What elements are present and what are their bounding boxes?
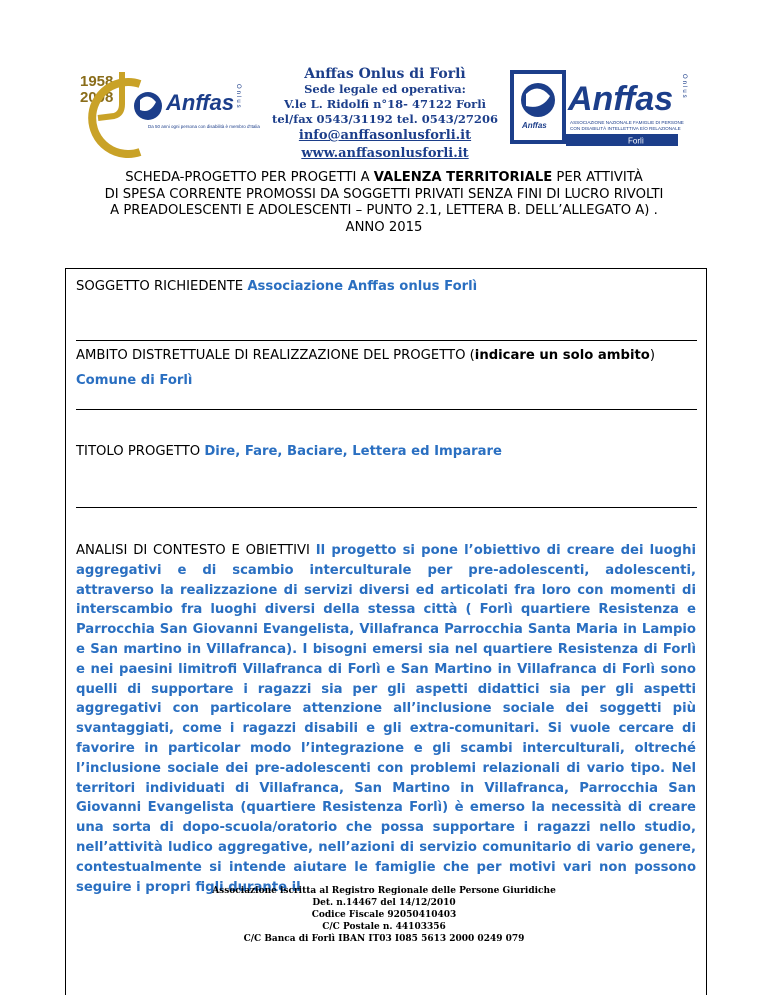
analisi-label: ANALISI DI CONTESTO E OBIETTIVI <box>76 543 316 558</box>
soggetto-row <box>76 279 477 294</box>
logo-brand-text: Anffas <box>166 90 235 115</box>
org-address-label: Sede legale ed operativa: <box>304 82 466 96</box>
divider <box>76 507 697 508</box>
org-name: Anffas Onlus di Forlì <box>304 66 466 82</box>
svg-text:CON DISABILITÀ INTELLETTIVA E/: CON DISABILITÀ INTELLETTIVA E/O RELAZIONALE <box>570 126 681 131</box>
analisi-text: Il progetto si pone l’obiettivo di creare dei luoghi aggregativi e di scambio interculturale per pre-adolescenti, adolescenti, attraverso la realizzazione di servizi diversi ed articolati fra loro con momenti di interscambio fra luoghi diversi della stessa città ( Forlì quartiere Resistenza e Parrocchia San Giovanni Evangelista, Villafranca Parrocchia Santa Maria in Lampio e San martino in Villafranca). I bisogni emersi sia nel quartiere Resistenza di Forlì e nei paesini limitrofi Villafranca di Forlì e San Martino in Villafranca di Forlì sono quelli di supportare i ragazzi sia per gli aspetti didattici sia per gli aspetti aggregativi con particolare attenzione all’inclusione sociale dei soggetti più svantaggiati, come i ragazzi disabili e gli extra-comunitari. Si vuole cercare di favorire in particolar modo l’integrazione e gli scambi interculturali, oltreché l’inclusione sociale dei pre-adolescenti con problemi relazionali di vario tipo. Nel territori individuati di Villafranca, San Martino in Villafranca, Parrocchia San Giovanni Evangelista (quartiere Resistenza Forlì) è emerso la necessità di creare una sorta di dopo-scuola/oratorio che possa supportare i ragazzi nello studio, nell’attività ludico aggregative, nell’azioni di servizio comunitario di vario genere, contestualmente si intende aiutare le famiglie che per motivi vari non possono seguire i propri figli durante il <box>76 543 696 895</box>
footer-registration: Associazione iscritta al Registro Regionale delle Persone Giuridiche Det. n.14467 del 14/12/2010 Codice Fiscale 92050410403 C/C Postale n. 44103356 C/C Banca di Forlì IBAN IT03 I085 5613 2000 0249 079 <box>212 886 556 944</box>
svg-text:Anffas: Anffas <box>522 121 547 130</box>
titolo-row <box>76 444 502 459</box>
org-email-link[interactable]: info@anffasonlusforli.it <box>298 128 472 143</box>
svg-text:ASSOCIAZIONE NAZIONALE FAMIGLI: ASSOCIAZIONE NAZIONALE FAMIGLIE DI PERSONE <box>570 120 684 125</box>
logo-year-1: 1958 <box>80 73 114 90</box>
org-phone: tel/fax 0543/31192 tel. 0543/27206 <box>272 112 498 126</box>
soggetto-value: Associazione Anffas onlus Forlì <box>247 279 478 294</box>
org-website-link[interactable]: www.anffasonlusforli.it <box>301 146 469 161</box>
logo-right-brand: Anffas <box>568 80 674 118</box>
svg-text:Da 50 anni ogni persona con di: Da 50 anni ogni persona con disabilità è membro d'Italia <box>148 124 260 129</box>
titolo-label: TITOLO PROGETTO <box>76 444 205 459</box>
document-title: SCHEDA-PROGETTO PER PROGETTI A VALENZA TERRITORIALE PER ATTIVITÀ DI SPESA CORRENTE PROMOSSI DA SOGGETTI PRIVATI SENZA FINI DI LUCRO RIVOLTI A PREADOLESCENTI E ADOLESCENTI – PUNTO 2.1, LETTERA B. DELL’ALLEGATO A) . ANNO 2015 <box>104 170 664 235</box>
soggetto-label: SOGGETTO RICHIEDENTE <box>76 279 248 294</box>
logo-year-2: 2008 <box>80 89 114 106</box>
divider <box>76 409 697 410</box>
anffas-forli-logo <box>508 66 692 158</box>
ambito-value: Comune di Forlì <box>76 373 193 388</box>
divider <box>76 340 697 341</box>
titolo-value: Dire, Fare, Baciare, Lettera ed Imparare <box>204 444 502 459</box>
organization-info <box>268 66 502 163</box>
org-address: V.le L. Ridolfi n°18- 47122 Forlì <box>284 97 486 111</box>
anffas-50-years-logo <box>78 64 260 156</box>
ambito-row: AMBITO DISTRETTUALE DI REALIZZAZIONE DEL PROGETTO (indicare un solo ambito) <box>76 348 655 363</box>
svg-text:Forlì: Forlì <box>628 136 644 146</box>
svg-text:Onlus: Onlus <box>235 84 241 110</box>
analisi-section <box>76 541 696 897</box>
svg-text:Onlus: Onlus <box>681 74 687 100</box>
